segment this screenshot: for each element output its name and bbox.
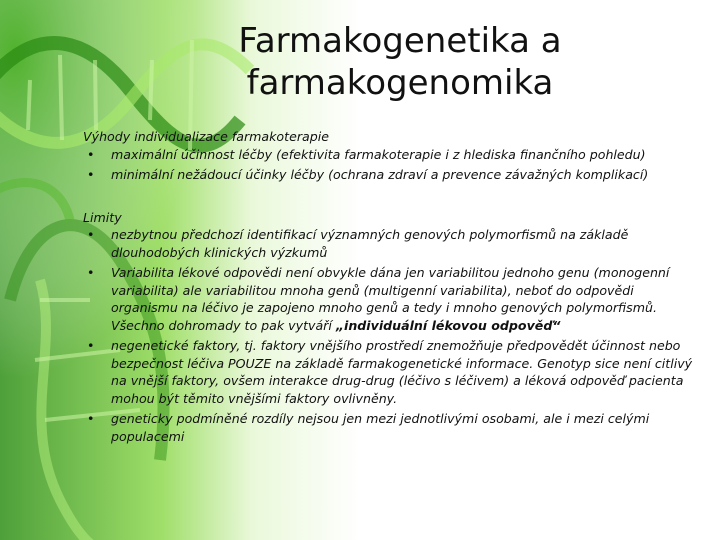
list-item: • negenetické faktory, tj. faktory vnějšího prostředí znemožňuje předpovědět účinnost nebo bezpečnost léčiva POUZE na základě farmakogenetické informace. Genotyp sice není citlivý na vnější faktory, ovšem interakce drug-drug (léčivo s léčivem) a léková odpověď pacienta mohou být těmito vnějšími faktory ovlivněny. xyxy=(83,337,703,407)
section-heading-benefits: Výhody individualizace farmakoterapie xyxy=(83,129,329,144)
emphasis-text: „individuální lékovou odpověď“ xyxy=(335,317,561,333)
slide-title: Farmakogenetika a farmakogenomika xyxy=(238,21,562,103)
list-item: • nezbytnou předchozí identifikací významných genových polymorfismů na základě dlouhodobých klinických výzkumů xyxy=(83,226,703,261)
list-item: • maximální účinnost léčby (efektivita farmakoterapie i z hlediska finančního pohledu) xyxy=(83,146,703,164)
slide-content xyxy=(83,128,703,448)
section-heading-limits: Limity xyxy=(83,209,122,225)
list-item-text: Variabilita lékové odpovědi není obvykle dána jen variabilitou jednoho genu (monogenní variabilita) ale variabilitou mnoha genů (multigenní variabilita), neboť do odpovědi organismu na léčivo je zapojeno mnoho genů a tedy i mnoho genových polymorfismů. Všechno dohromady to pak vytváří xyxy=(111,265,670,333)
list-item: • minimální nežádoucí účinky léčby (ochrana zdraví a prevence závažných komplikací) xyxy=(83,166,703,184)
limits-list xyxy=(83,226,703,445)
list-item: • geneticky podmíněné rozdíly nejsou jen mezi jednotlivými osobami, ale i mezi celými populacemi xyxy=(83,410,703,445)
list-item xyxy=(83,264,703,334)
benefits-list xyxy=(83,146,703,184)
